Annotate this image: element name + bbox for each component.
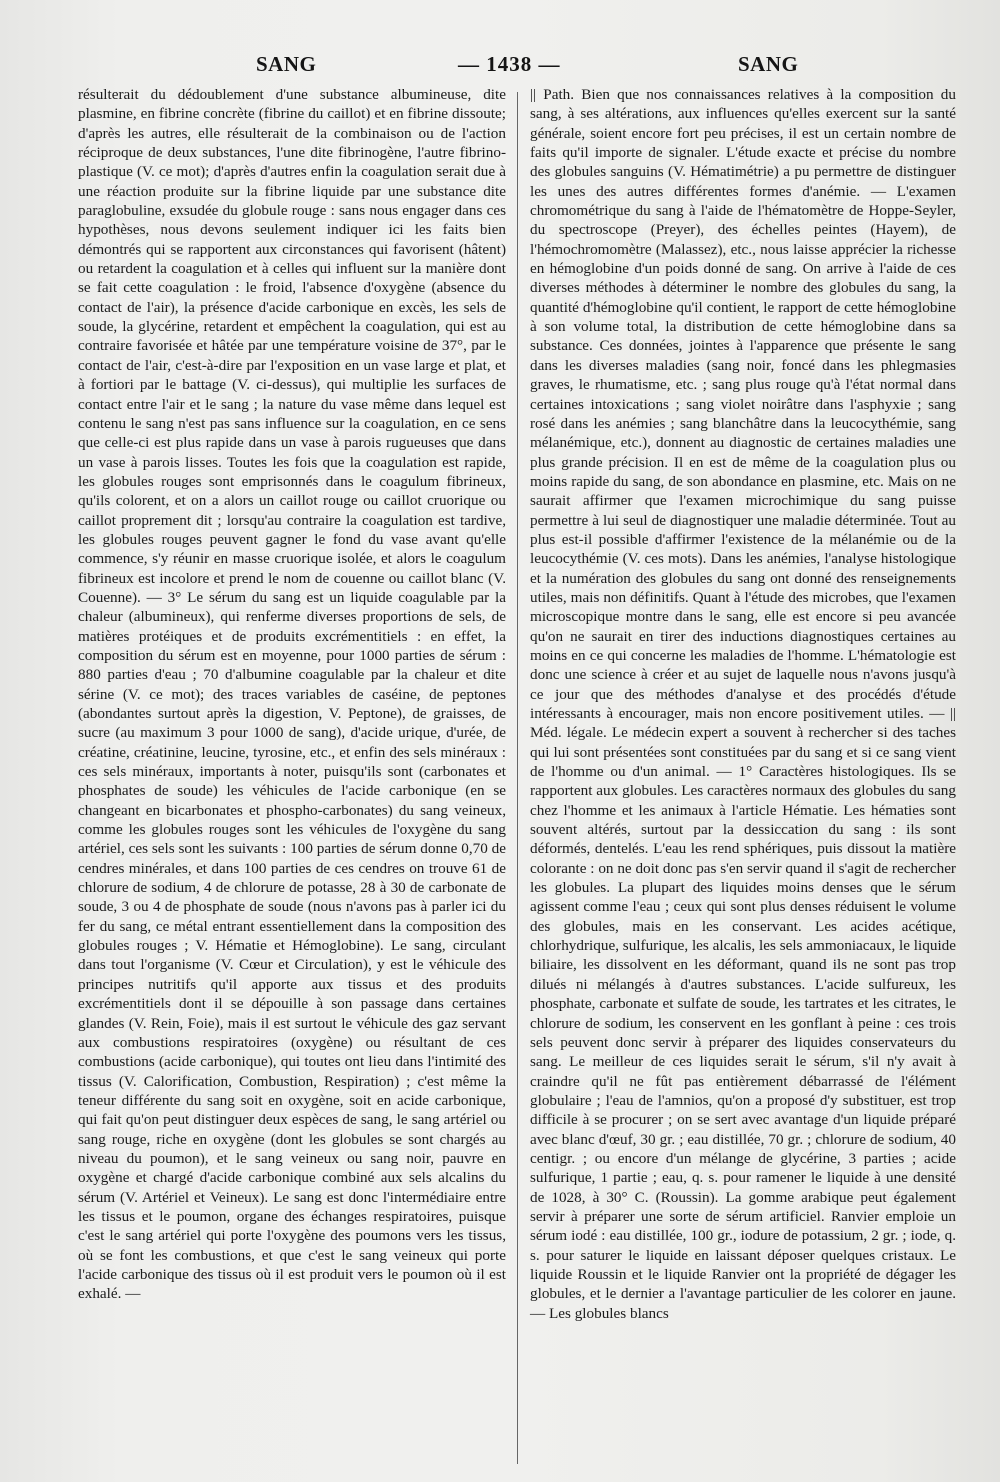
right-column-text: || Path. Bien que nos connaissances relatives à la composition du sang, à ses altérations, aux influences qu'elles exercent sur la santé générale, soient encore fort peu précises, il est un certain nombre de faits qu'il importe de signaler. L'étude exacte et précise du nombre des globules sanguins (V. Hématimétrie) a pu permettre de distinguer les unes des autres différentes formes d'anémie. — L'examen chromométrique du sang à l'aide de l'hématomètre de Hoppe-Seyler, du spectroscope (Preyer), des échelles peintes (Hayem), de l'hémochromomètre (Malassez), etc., nous laisse apprécier la richesse en hémoglobine d'un poids donné de sang. On arrive à l'aide de ces diverses méthodes à déterminer le nombre des globules du sang, la quantité d'hémoglobine qu'il contient, le rapport de cette hémoglobine à son volume total, la distribution de cette hémoglobine dans sa substance. Ces données, jointes à l'apparence que présente le sang dans les diverses maladies (sang noir, foncé dans les phlegmasies graves, le rhumatisme, etc. ; sang plus rouge qu'à l'état normal dans certaines intoxications ; sang violet noirâtre dans l'asphyxie ; sang rosé dans les anémies ; sang blanchâtre dans la leucocythémie, sang mélanémique, etc.), donnent au diagnostic de certaines maladies une plus grande précision. Il en est de même de la coagulation plus ou moins rapide du sang, de son abondance en plasmine, etc. Mais on ne saurait affirmer que l'examen microchimique du sang puisse permettre à lui seul de diagnostiquer une maladie déterminée. Tout au plus est-il possible d'affirmer l'existence de la mélanémie ou de la leucocythémie (V. ces mots). Dans les anémies, l'analyse histologique et la numération des globules du sang ont donné des renseignements utiles, mais non définitifs. Quant à l'étude des microbes, que l'examen microscopique montre dans le sang, elle est encore si peu avancée qu'on ne saurait en tirer des inductions diagnostiques certaines au moins en ce qui concerne les maladies de l'homme. L'hématologie est donc une science à créer et au sujet de laquelle nous n'avons jusqu'à ce jour que des méthodes d'analyse et des procédés d'étude intéressants à encourager, mais non encore positivement utiles. — || Méd. légale. Le médecin expert a souvent à rechercher si des taches qui lui sont présentées sont constituées par du sang et si ce sang vient de l'homme ou d'un animal. — 1° Caractères histologiques. Ils se rapportent aux globules. Les caractères normaux des globules du sang chez l'homme et les animaux à l'article Hématie. Les hématies sont souvent altérés, surtout par la dessiccation du sang : ils sont déformés, dentelés. L'eau les rend sphériques, puis dissout la matière colorante : on ne doit donc pas s'en servir quand il s'agit de rechercher les globules. La plupart des liquides moins denses que le sérum agissent comme l'eau ; ceux qui sont plus denses réduisent le volume des globules, mais en les conservant. Les acides acétique, chlorhydrique, sulfurique, les alcalis, les sels ammoniacaux, le liquide biliaire, les dissolvent en les déformant, quand ils ne sont pas trop dilués ni mélangés à d'autres substances. L'acide sulfureux, les phosphate, carbonate et sulfate de soude, les tartrates et les citrates, le chlorure de sodium, les conservent en les gonflant à peine : ces trois sels peuvent donc servir à préparer des liquides conservateurs du sang. Le meilleur de ces liquides serait le sérum, s'il n'y avait à craindre qu'il ne fût pas entièrement débarrassé de l'élément globulaire ; l'eau de l'amnios, qu'on a proposé d'y substituer, est trop difficile à se procurer ; on se sert avec avantage d'un liquide préparé avec blanc d'œuf, 30 gr. ; eau distillée, 70 gr. ; chlorure de sodium, 40 centigr. ; ou encore d'un mélange de glycérine, 3 parties ; acide sulfurique, 1 partie ; eau, q. s. pour ramener le liquide à une densité de 1028, à 30° C. (Roussin). La gomme arabique peut également servir à préparer une sorte de sérum artificiel. Ranvier emploie un sérum iodé : eau distillée, 100 gr., iodure de potassium, 2 gr. ; iode, q. s. pour saturer le liquide en laissant déposer quelques cristaux. Le liquide Roussin et le liquide Ranvier ont la propriété de dégager les globules, et le dernier a l'avantage particulier de les colorer en jaune. — Les globules blancs [530, 86, 956, 1322]
running-header [0, 52, 1000, 88]
page-number: — 1438 — [458, 52, 561, 76]
column-divider [517, 92, 518, 1464]
header-right-word: SANG [738, 52, 799, 76]
left-column [78, 85, 506, 1304]
left-column-text: résulterait du dédoublement d'une substance albumineuse, dite plasmine, en fibrine concrète (fibrine du caillot) et en fibrine dissoute; d'après les autres, elle résulterait de la combinaison ou de l'action réciproque de deux substances, l'une dite fibrinogène, l'autre fibrino-plastique (V. ce mot); d'après d'autres enfin la coagulation serait due à une réaction produite sur la fibrine liquide par une substance dite paraglobuline, exsudée du globule rouge : sans nous engager dans ces hypothèses, nous devons seulement indiquer ici les faits bien démontrés qui se rapportent aux circonstances qui favorisent (hâtent) ou retardent la coagulation et à celles qui influent sur la manière dont se fait cette coagulation : le froid, l'absence d'oxygène (absence du contact de l'air), la présence d'acide carbonique en excès, les sels de soude, la glycérine, retardent et empêchent la coagulation, qui est au contraire favorisée et hâtée par une température voisine de 37°, par le contact de l'air, c'est-à-dire par l'exposition en un vase large et plat, et à fortiori par le battage (V. ci-dessus), qui multiplie les surfaces de contact entre l'air et le sang ; la nature du vase même dans lequel est contenu le sang n'est pas sans influence sur la coagulation, en ce sens que celle-ci est plus rapide dans un vase à parois rugueuses que dans un vase à parois lisses. Toutes les fois que la coagulation est rapide, les globules rouges sont emprisonnés dans le coagulum fibrineux, qu'ils colorent, et on a alors un caillot rouge ou caillot cruorique ou caillot proprement dit ; lorsqu'au contraire la coagulation est tardive, les globules rouges peuvent gagner le fond du vase avant qu'elle commence, s'y réunir en masse cruorique isolée, et alors le coagulum fibrineux est incolore et prend le nom de couenne ou caillot blanc (V. Couenne). — 3° Le sérum du sang est un liquide coagulable par la chaleur (albumineux), qui renferme diverses proportions de sels, de matières protéiques et de produits excrémentitiels : en effet, la composition du sérum est en moyenne, pour 1000 parties de sérum : 880 parties d'eau ; 70 d'albumine coagulable par la chaleur et dite sérine (V. ce mot); des traces variables de caséine, de peptones (abondantes surtout après la digestion, V. Peptone), de graisses, de sucre (au maximum 3 pour 1000 de sang), d'acide urique, d'urée, de créatine, créatinine, leucine, tyrosine, etc., et enfin des sels minéraux : ces sels minéraux, importants à noter, puisqu'ils sont (carbonates et phosphates de soude) les véhicules de l'acide carbonique (en se changeant en bicarbonates et phospho-carbonates) du sang veineux, comme les globules rouges sont les véhicules de l'oxygène du sang artériel, ces sels sont les suivants : 100 parties de sérum donne 0,70 de cendres minérales, et dans 100 parties de ces cendres on trouve 61 de chlorure de sodium, 4 de chlorure de potasse, 28 à 30 de carbonate de soude, 3 ou 4 de phosphate de soude (nous n'avons pas à parler ici du fer du sang, ce métal entrant essentiellement dans la composition des globules rouges ; V. Hématie et Hémoglobine). Le sang, circulant dans tout l'organisme (V. Cœur et Circulation), y est le véhicule des principes nutritifs qu'il apporte aux tissus et des produits excrémentitiels dont il se dépouille à son passage dans certaines glandes (V. Rein, Foie), mais il est surtout le véhicule des gaz servant aux combustions respiratoires (oxygène) ou résultant de ces combustions (acide carbonique), qui toutes ont lieu dans l'intimité des tissus (V. Calorification, Combustion, Respiration) ; c'est même la teneur différente du sang soit en oxygène, soit en acide carbonique, qui fait qu'on peut distinguer deux espèces de sang, le sang artériel ou sang rouge, riche en oxygène (dont les globules se sont chargés au niveau du poumon), et le sang veineux ou sang noir, pauvre en oxygène et chargé d'acide carbonique combiné aux sels alcalins du sérum (V. Artériel et Veineux). Le sang est donc l'intermédiaire entre les tissus et le poumon, organe des échanges respiratoires, puisque c'est le sang artériel qui porte l'oxygène des poumons vers les tissus, où se font les combustions, et que c'est le sang veineux qui porte l'acide carbonique des tissus où il est produit vers le poumon où il est exhalé. — [78, 86, 506, 1303]
header-left-word: SANG [256, 52, 317, 76]
right-column [530, 85, 956, 1323]
